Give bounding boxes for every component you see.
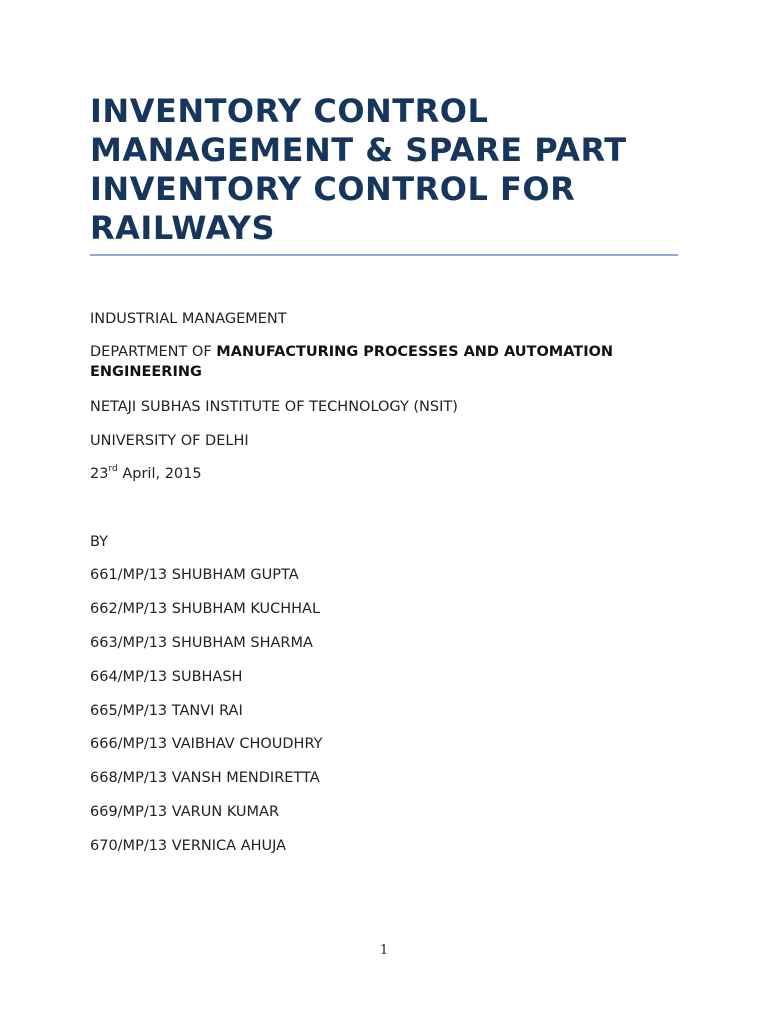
author-item: 666/MP/13 VAIBHAV CHOUDHRY — [90, 736, 323, 752]
subject-line: INDUSTRIAL MANAGEMENT — [90, 311, 287, 327]
author-item: 664/MP/13 SUBHASH — [90, 669, 243, 685]
document-title — [90, 92, 690, 248]
date-rest: April, 2015 — [117, 466, 202, 482]
title-line-3: INVENTORY CONTROL FOR — [90, 170, 576, 208]
university-line: UNIVERSITY OF DELHI — [90, 433, 249, 449]
department-line — [90, 342, 613, 362]
department-name-line-1: MANUFACTURING PROCESSES AND AUTOMATION — [216, 344, 614, 360]
title-line-4: RAILWAYS — [90, 209, 275, 247]
author-item: 662/MP/13 SHUBHAM KUCHHAL — [90, 601, 321, 617]
author-item: 668/MP/13 VANSH MENDIRETTA — [90, 770, 320, 786]
author-item: 670/MP/13 VERNICA AHUJA — [90, 838, 287, 854]
author-item: 669/MP/13 VARUN KUMAR — [90, 804, 280, 820]
title-line-2: MANAGEMENT & SPARE PART — [90, 131, 627, 169]
author-item: 665/MP/13 TANVI RAI — [90, 703, 243, 719]
author-item: 661/MP/13 SHUBHAM GUPTA — [90, 567, 299, 583]
title-line-1: INVENTORY CONTROL — [90, 92, 489, 130]
title-underline-rule — [90, 254, 678, 256]
department-prefix: DEPARTMENT OF — [90, 344, 217, 360]
date-line — [90, 464, 202, 484]
date-day: 23 — [90, 466, 109, 482]
institute-line: NETAJI SUBHAS INSTITUTE OF TECHNOLOGY (NSIT) — [90, 399, 458, 415]
department-name-line-2: ENGINEERING — [90, 364, 202, 380]
date-suffix: rd — [108, 464, 118, 475]
page-number: 1 — [379, 943, 389, 958]
by-label: BY — [90, 534, 109, 550]
author-item: 663/MP/13 SHUBHAM SHARMA — [90, 635, 313, 651]
